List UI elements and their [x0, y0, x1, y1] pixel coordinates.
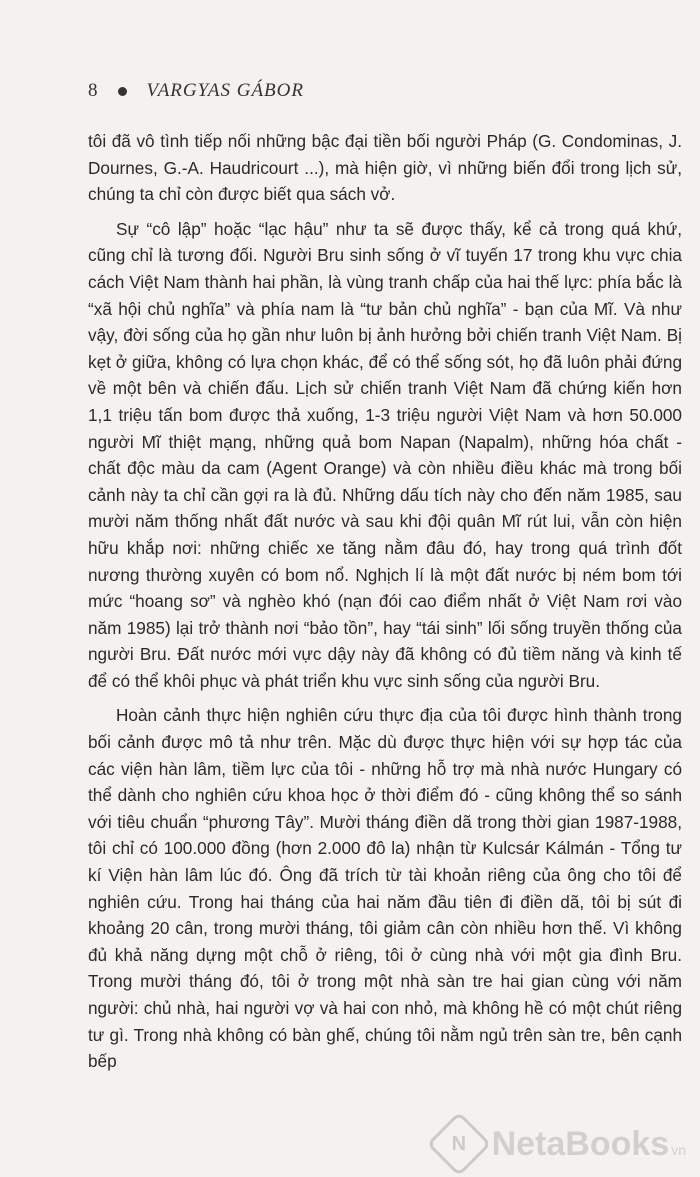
paragraph-continued: tôi đã vô tình tiếp nối những bậc đại tiền bối người Pháp (G. Condominas, J. Dournes, G.-A. Haudricourt ...), mà hiện giờ, vì những biến đổi trong lịch sử, chúng ta chỉ còn được biết qua sách vở.	[88, 131, 682, 205]
bullet-dot-icon	[118, 87, 127, 96]
paragraph: Sự “cô lập” hoặc “lạc hậu” như ta sẽ được thấy, kể cả trong quá khứ, cũng chỉ là tương đối. Người Bru sinh sống ở vĩ tuyến 17 trong khu vực chia cách Việt Nam thành hai phần, là vùng tranh chấp của hai thế lực: phía bắc là “xã hội chủ nghĩa” và phía nam là “tư bản chủ nghĩa” - bạn của Mĩ. Và như vậy, đời sống của họ gần như luôn bị ảnh hưởng bởi chiến tranh Việt Nam. Bị kẹt ở giữa, không có lựa chọn khác, để có thể sống sót, họ đã luôn phải đứng về một bên và chiến đấu. Lịch sử chiến tranh Việt Nam đã chứng kiến hơn 1,1 triệu tấn bom được thả xuống, 1-3 triệu người Việt Nam và hơn 50.000 người Mĩ thiệt mạng, những quả bom Napan (Napalm), những hóa chất - chất độc màu da cam (Agent Orange) và còn nhiều điều khác mà trong bối cảnh này ta chỉ cần gợi ra là đủ. Những dấu tích này cho đến năm 1985, sau mười năm thống nhất đất nước và sau khi đội quân Mĩ rút lui, vẫn còn hiện hữu khắp nơi: những chiếc xe tăng nằm đâu đó, hay trong quá trình đốt nương thường xuyên có bom nổ. Nghịch lí là một đất nước bị ném bom tới mức “hoang sơ” và nghèo khó (nạn đói cao điểm nhất ở Việt Nam rơi vào năm 1985) lại trở thành nơi “bảo tồn”, hay “tái sinh” lối sống truyền thống của người Bru. Đất nước mới vực dậy này đã không có đủ tiềm năng và kinh tế để có thể khôi phục và phát triển khu vực sinh sống của người Bru.	[88, 218, 682, 691]
running-header-author: VARGYAS GÁBOR	[146, 80, 304, 101]
watermark-suffix: vn	[671, 1142, 686, 1158]
running-header	[88, 80, 304, 102]
body-text	[88, 128, 682, 1075]
publisher-watermark	[436, 1121, 686, 1167]
netabooks-logo-icon: N	[426, 1111, 491, 1176]
paragraph: Hoàn cảnh thực hiện nghiên cứu thực địa của tôi được hình thành trong bối cảnh được mô tả như trên. Mặc dù được thực hiện với sự hợp tác của các viện hàn lâm, tiềm lực của tôi - những hỗ trợ mà nhà nước Hungary có thể dành cho nghiên cứu khoa học ở thời điểm đó - cũng không thể so sánh với tiêu chuẩn “phương Tây”. Mười tháng điền dã trong thời gian 1987-1988, tôi chỉ có 100.000 đồng (hơn 2.000 đô la) nhận từ Kulcsár Kálmán - Tổng tư kí Viện hàn lâm lúc đó. Ông đã trích từ tài khoản riêng của ông cho tôi để nghiên cứu. Trong hai tháng của hai năm đầu tiên đi điền dã, tôi bị sút đi khoảng 20 cân, trong mười tháng, tôi giảm cân còn nhiều hơn thế. Vì không đủ khả năng dựng một chỗ ở riêng, tôi ở cùng nhà với một gia đình Bru. Trong mười tháng đó, tôi ở trong một nhà sàn tre hai gian cùng với năm người: chủ nhà, hai người vợ và hai con nhỏ, mà không hề có một chút riêng tư gì. Trong nhà không có bàn ghế, chúng tôi nằm ngủ trên sàn tre, bên cạnh bếp	[88, 705, 682, 1072]
watermark-brand: NetaBooks	[491, 1124, 670, 1163]
page-number: 8	[88, 80, 98, 101]
